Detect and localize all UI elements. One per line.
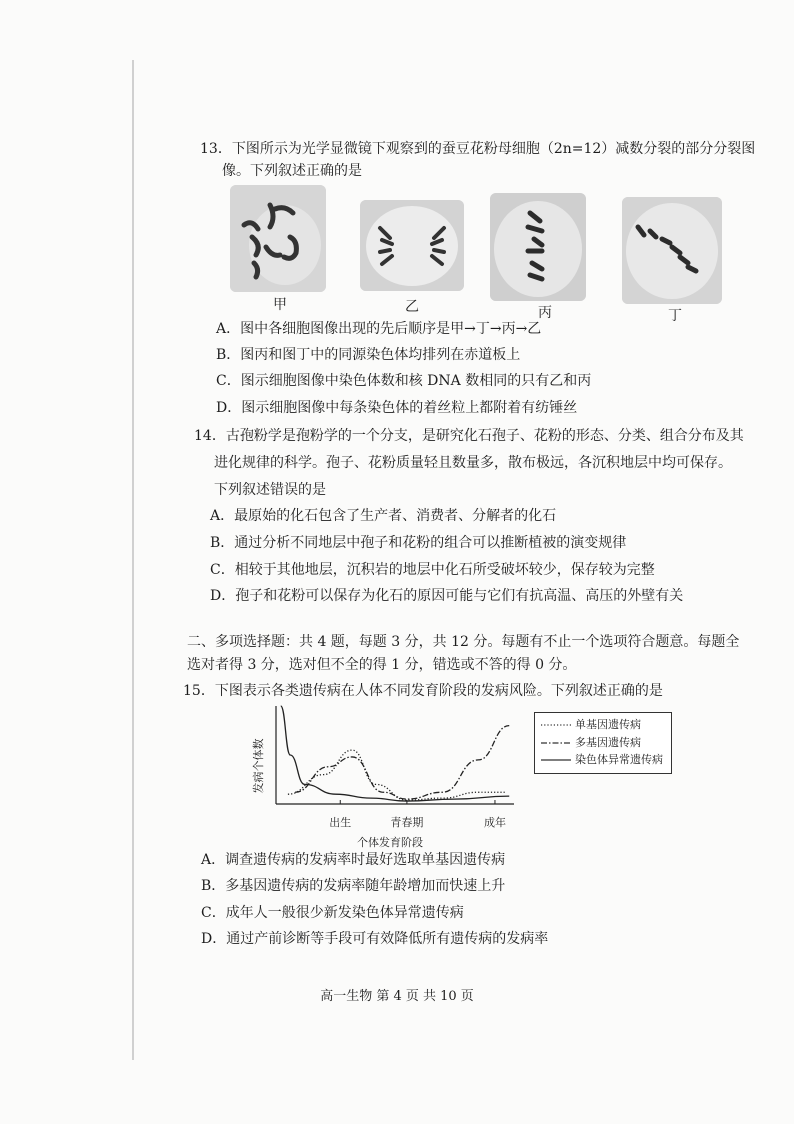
legend-item-multi-gene: 多基因遗传病 xyxy=(575,736,641,749)
chart-legend xyxy=(534,712,672,774)
q15-option-d: D．通过产前诊断等手段可有效降低所有遗传病的发病率 xyxy=(201,931,549,947)
micrograph-yi xyxy=(360,200,464,291)
q14-option-c: C．相较于其他地层，沉积岩的地层中化石所受破坏较少，保存较为完整 xyxy=(210,562,655,578)
scan-edge xyxy=(132,60,134,1060)
q13-option-d: D．图示细胞图像中每条染色体的着丝粒上都附着有纺锤丝 xyxy=(216,400,578,416)
q14-stem-line1: 14．古孢粉学是孢粉学的一个分支，是研究化石孢子、花粉的形态、分类、组合分布及其 xyxy=(194,428,744,444)
label-ding: 丁 xyxy=(668,308,682,324)
x-tick-label: 成年 xyxy=(483,816,506,829)
q13-option-c: C．图示细胞图像中染色体数和核 DNA 数相同的只有乙和丙 xyxy=(216,373,592,389)
page-footer: 高一生物 第 4 页 共 10 页 xyxy=(320,989,474,1004)
q14-option-b: B．通过分析不同地层中孢子和花粉的组合可以推断植被的演变规律 xyxy=(210,535,627,551)
q14-stem-line3: 下列叙述错误的是 xyxy=(214,482,326,498)
q13-stem-line2: 像。下列叙述正确的是 xyxy=(222,163,362,179)
x-tick-label: 青春期 xyxy=(390,816,424,829)
label-bing: 丙 xyxy=(538,305,552,321)
q15-option-b: B．多基因遗传病的发病率随年龄增加而快速上升 xyxy=(201,878,506,894)
q13-option-b: B．图丙和图丁中的同源染色体均排列在赤道板上 xyxy=(216,347,521,363)
legend-item-chromosomal: 染色体异常遗传病 xyxy=(575,753,663,766)
series-line-1 xyxy=(295,726,509,800)
legend-item-single-gene: 单基因遗传病 xyxy=(575,718,641,731)
series-line-0 xyxy=(288,750,507,800)
genetic-disease-risk-chart xyxy=(246,700,526,848)
q14-stem-line2: 进化规律的科学。孢子、花粉质量轻且数量多，散布极远，各沉积地层中均可保存。 xyxy=(214,455,732,471)
q13-option-a: A．图中各细胞图像出现的先后顺序是甲→丁→丙→乙 xyxy=(216,321,542,337)
label-jia: 甲 xyxy=(273,297,287,313)
section2-line2: 选对者得 3 分，选对但不全的得 1 分，错选或不答的得 0 分。 xyxy=(187,657,577,673)
section2-line1: 二、多项选择题：共 4 题，每题 3 分，共 12 分。每题有不止一个选项符合题意。每题全 xyxy=(187,634,740,650)
q15-option-c: C．成年人一般很少新发染色体异常遗传病 xyxy=(201,905,464,921)
micrograph-ding xyxy=(622,197,722,304)
q15-option-a: A．调查遗传病的发病率时最好选取单基因遗传病 xyxy=(201,852,506,868)
micrograph-jia xyxy=(230,185,326,292)
q14-option-a: A．最原始的化石包含了生产者、消费者、分解者的化石 xyxy=(210,508,557,524)
x-axis-label: 个体发育阶段 xyxy=(357,836,423,848)
x-tick-label: 出生 xyxy=(329,816,352,829)
y-axis-label: 发病个体数 xyxy=(252,738,265,794)
q13-stem-line1: 13．下图所示为光学显微镜下观察到的蚕豆花粉母细胞（2n=12）减数分裂的部分分裂图 xyxy=(200,141,756,157)
micrograph-bing xyxy=(490,193,586,301)
q15-stem: 15．下图表示各类遗传病在人体不同发育阶段的发病风险。下列叙述正确的是 xyxy=(183,683,663,699)
series-line-2 xyxy=(281,706,509,801)
q14-option-d: D．孢子和花粉可以保存为化石的原因可能与它们有抗高温、高压的外壁有关 xyxy=(210,588,684,604)
label-yi: 乙 xyxy=(405,299,419,315)
